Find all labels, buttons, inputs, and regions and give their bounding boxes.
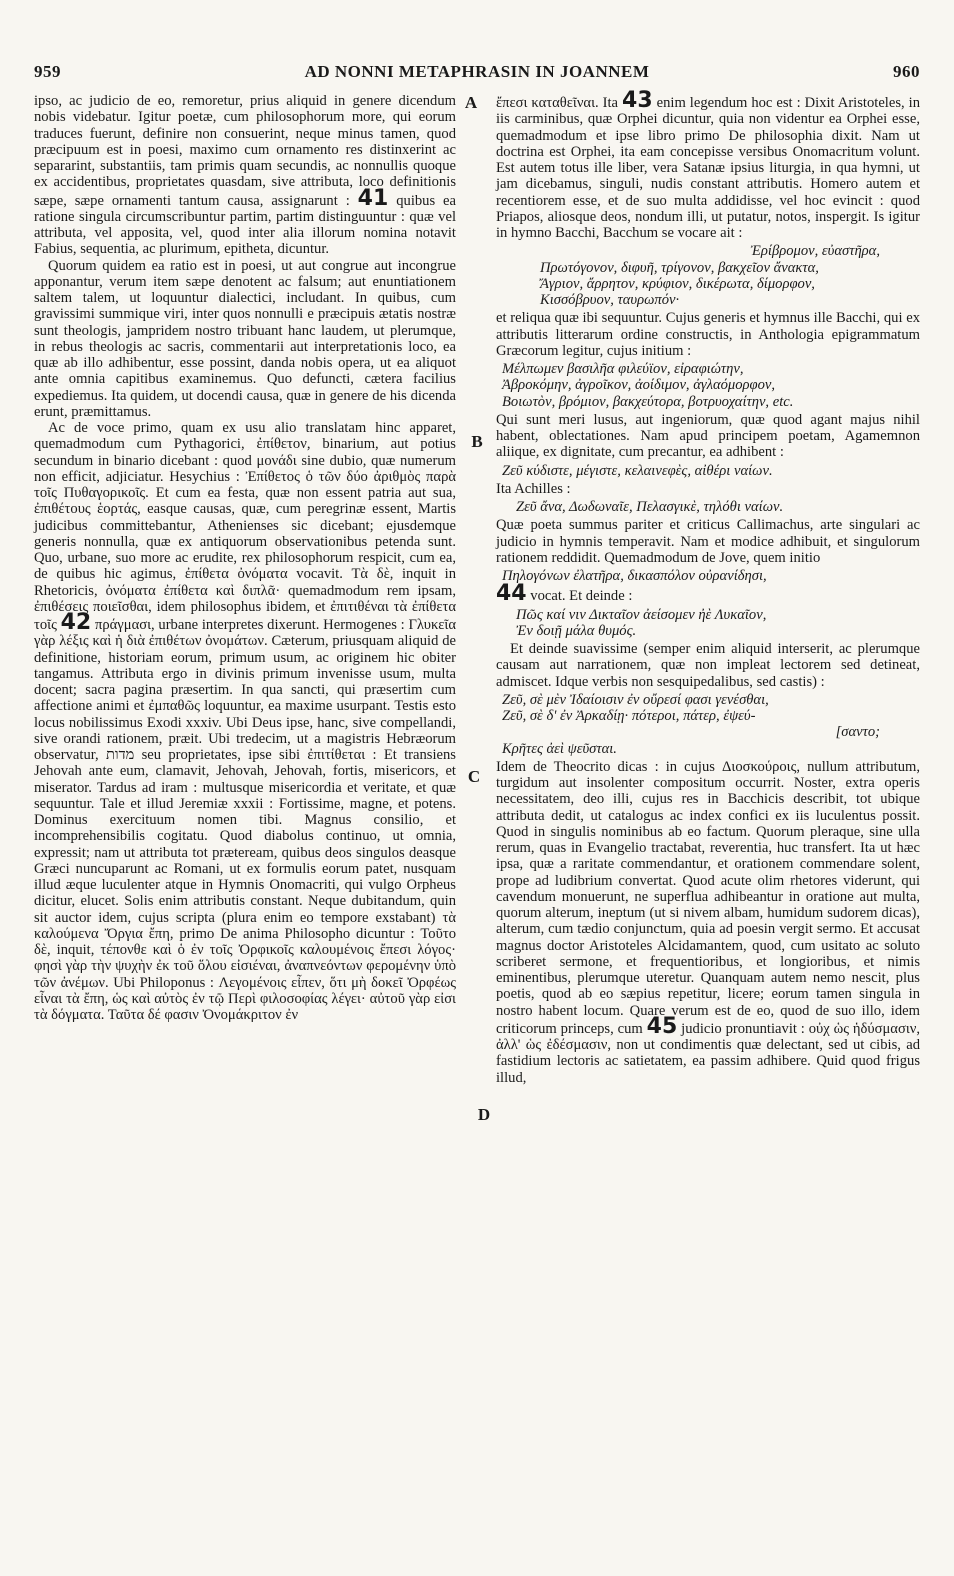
paragraph: Idem de Theocrito dicas : in cujus Διοσκούροις, nullum attributum, turgidum aut insolenter compositum occurrit. Noster, extra operis necessitatem, deo illi, cujus res in Bacchicis describit, tot ubique attributa dedit, ut catalogus ac index confici ex iis luculentus possit. Quod in singulis nominibus ab eo factum. Quorum pleraque, sine ulla rerum, quas in Evangelio tractabat, reverentia, huc transfert. Ita ut hæc ipsa, quæ a raritate commendantur, et orationem commendare solent, prope ad ludibrium convertat. Quod acute olim rhetores viderunt, qui cavendum monuerunt, ne superflua adhibeantur in oratione aut multa, quorum alterum, ineptum (ut si nivem albam, humidum sudorem dicas), alterum, cum tædio conjunctum, quia ad poesin vergit sermo. Et accusat magnus doctor Aristoteles Alcidamantem, quod, cum usitato ac soluto scriberet sermone, et frequentioribus, et longioribus, et nimis eminentibus, plerumque uteretur. Quanquam autem nemo nescit, plus poetis, quod ab eo sæpius repetitur, licere; eorum tamen singula in nostro habent locum. Quare verum est de eo, quod de suo illo, idem criticorum princeps, cum 45 judicio pronuntiavit : οὐχ ὡς ἡδύσμασιν, ἀλλ' ὡς ἐδέσμασιν, non ut condimentis quæ delectant, sed ut cibis, ad fastidium lectoris ac satietatem, ea passim adhibere. Quid quod frigus illud, [496,758,920,1086]
margin-letter-a: A [464,93,478,112]
verse-line: Ἐρίβρομον, εὐαστῆρα, [750,243,880,260]
verse-block [496,361,920,410]
section-marker: 43 [622,88,653,113]
verse-line: Ἐν δοιῇ μάλα θυμός. [516,622,637,639]
running-title: AD NONNI METAPHRASIN IN JOANNEM [304,62,650,81]
verse-line: Ἀβροκόμην, ἀγροῖκον, ἀοίδιμον, ἀγλαόμορφον, [502,377,776,394]
section-marker: 44 [496,581,527,607]
paragraph: Ac de voce primo, quam ex usu alio translatam hinc apparet, quemadmodum cum Pythagorici, ἐπίθετον, binarium, aut potius secundum in binario dicebant : quod μονάδι sine dubio, quæ numerum non efficit, adjiciatur. Hesychius : Ἐπίθετος ὁ τῶν δύο ἀριθμὸς παρὰ τοῖς Πυθαγορικοῖς. Et cum ea festa, quæ non essent patria aut sua, ἐπιθέτους ἑορτάς, easque causas, quæ, cum peregrinæ essent, Martis judicibus committebantur, Athenienses sic dicebant; ejusdemque generis nonnulla, quæ ex antiquorum observationibus petenda sunt. Quo, urbane, suo more ac erudite, rex philosophorum respicit, cum ea, de quibus hic agimus, ἐπίθετα ὀνόματα vocavit. Τὰ δὲ, inquit in Rhetoricis, ὀνόματα ἐπίθετα καὶ διπλᾶ· quemadmodum rem ipsam, ἐπιθέσεις ποιεῖσθαι, idem philosophus ibidem, et ἐπιτιθέναι τὰ ἐπίθετα τοῖς 42 πράγμασι, urbane interpretes dixerunt. Hermogenes : Γλυκεῖα γὰρ λέξις καὶ ἡ διὰ ἐπιθέτων ὀνομάτων. Cæterum, priusquam aliquid de definitione, historiam eorum, primum usum, ac originem hic obiter tangamus. Attributa ergo in divinis primum invenisse usum, multa docent; sacra pagina præsertim. In qua sancti, qui præsertim cum affectione animi et ἐμπαθῶς loquuntur, ea maxime usurpant. Testis esto locus nobilissimus Exodi xxxiv. Ubi Deus ipse, hanc, sive compellandi, sive orandi rationem, præit. Ubi tredecim, ut a magistris Hebræorum observatur, מדות seu proprietates, ipse sibi ἐπιτίθεται : Et transiens Jehovah ante eum, clamavit, Jehovah, Jehovah, fortis, misericors, et miserator. Tardus ad iram : multusque misericordia et veritate, et quæ sequuntur. Tale et illud Jeremiæ xxxii : Fortissime, magne, et potens. Dominus exercituum nomen tibi. Magnus consilio, et incomprehensibilis cogitatu. Quod diabolus continuo, ut omnia, expressit; nam ut attributa tot præteream, quibus deos singulos deasque Græci nuncuparunt ac Romani, ut ex formulis eorum patet, nusquam illud æque luculenter atque in Hymnis Onomacriti, qui vulgo Orpheus dicitur, elucet. Solis enim attributis constant. Neque dubitandum, quin sit auctor idem, cujus scripta (plura enim eo tempore exstabant) τὰ καλούμενα Ὄργια ἔπη, primo De anima Philosopho dicuntur : Τοῦτο δὲ, inquit, τέπονθε καὶ ὁ ἐν τοῖς Ὀρφικοῖς καλουμένοις ἔπεσι λόγος· φησὶ γὰρ τὴν ψυχὴν ἐκ τοῦ ὅλου εἰσιέναι, ἀναπνεόντων φερομένην ὑπὸ τῶν ἀνέμων. Ubi Philoponus : Λεγομένοις εἶπεν, ὅτι μὴ δοκεῖ Ὀρφέως εἶναι τὰ ἔπη, ὡς καὶ αὐτὸς ἐν τῷ Περὶ φιλοσοφίας λέγει· αὐτοῦ γὰρ εἰσι τὰ δόγματα. Ταῦτα δέ φασιν Ὀνομάκριτον ἐν [34,420,457,1023]
verse-line: Ζεῦ, σὲ μὲν Ἰδαίοισιν ἐν οὔρεσί φασι γενέσθαι, [502,691,769,708]
verse-block [496,499,920,515]
paragraph: Quorum quidem ea ratio est in poesi, ut aut congrue aut incongrue apponantur, verum item sæpe denotent ac falsum; aut enuntiationem saltem talem, ut loquuntur dialectici, includant. In quibus, cum gravissimi summique viri, inter quos nonnulli e præcipuis ætatis nostræ sunt theologis, jampridem nostro tribuant hanc laudem, ut plerumque, in rebus theologis ac sacris, commentarii aut interpretationis loco, ea quæ ab illo adhibentur, esse possint, danda nobis opera, ut ea aliquot ante omnia capitibus examinemus. Quo defuncti, cætera facilius expediemus. Ita quidem, ut docendi causa, quæ in genere de his dicenda erunt, præmittamus. [34,257,456,420]
section-marker: 42 [60,610,92,635]
section-marker: 41 [357,185,389,211]
verse-line: Βοιωτὸν, βρόμιον, βακχεύτορα, βοτρυοχαίτην, etc. [502,393,794,410]
verse-block [496,692,920,757]
running-header [34,62,920,88]
verse-block [496,607,920,640]
verse-line: Κρῆτες ἀεὶ ψεῦσται. [502,740,617,757]
left-column [34,93,456,1023]
verse-line: Μέλπωμεν βασιλῆα φιλεύϊον, εἰραφιώτην, [502,361,744,377]
paragraph: Et deinde suavissime (semper enim aliquid interserit, ac plerumque causam aut narrationem, quæ non impleat lectorem sed detineat, admiscet. Idque verbis non sesquipedalibus, sed castis) : [496,641,920,690]
paragraph: Qui sunt meri lusus, aut ingeniorum, quæ quod agant majus nihil habent, oblectationes. Nam apud principem poetam, Agamemnon aliique, ex dignitate, cum precantur, ea adhibent : [496,411,920,461]
verse-block [496,463,920,479]
paragraph: ipso, ac judicio de eo, remoretur, prius aliquid in genere dicendum nobis videbatur. Igitur poetæ, cum philosophorum more, qui eorum traduces fuerunt, definire non consuerint, neque minus tamen, quod præcipuum est in poesi, maximo cum ornamento res distinxerint ac separarint, substantiis, tam primis quam secundis, ac nonnullis quoque ex accidentibus, proprietates quasdam, sive attributa, loco definitionis sæpe, sæpe ornamenti tantum causa, assignarunt : 41 quibus ea ratione singula circumscribuntur partim, partim distinguuntur : quæ vel attributa, vel apposita, vel, quod inter alia illorum nomina notavit Fabius, sequentia, ac plurimum, epitheta, dicuntur. [34,93,457,258]
verse-line: Πηλογόνων ἐλατῆρα, δικασπόλον οὐρανίδησι, [502,568,767,584]
paragraph: 44 vocat. Et deinde : [496,581,633,607]
page-number-right: 960 [893,62,920,81]
verse-line: Πῶς καί νιν Δικταῖον ἀείσομεν ἠὲ Λυκαῖον, [516,606,767,623]
verse-line: Ἄγριον, ἄρρητον, κρύφιον, δικέρωτα, δίμορφον, [540,275,815,292]
verse-block [496,568,920,584]
right-column [496,88,920,1086]
verse-line: Ζεῦ ἄνα, Δωδωναῖε, Πελασγικὲ, τηλόθι ναίων. [516,499,784,515]
margin-letter-c: C [467,767,481,786]
verse-block [496,243,920,308]
paragraph: Quæ poeta summus pariter et criticus Callimachus, arte singulari ac judicio in hymnis temperavit. Nam et modice adhibuit, et singulorum rationem reddidit. Quemadmodum de Jove, quem initio [496,517,920,566]
verse-line: Πρωτόγονον, διφυῆ, τρίγονον, βακχεῖον ἄνακτα, [540,259,819,276]
paragraph: Ita Achilles : [496,480,571,497]
verse-line: Κισσόβρυον, ταυρωπόν· [540,292,680,308]
verse-line: Ζεῦ κύδιστε, μέγιστε, κελαινεφὲς, αἰθέρι ναίων. [502,462,773,479]
paragraph: et reliqua quæ ibi sequuntur. Cujus generis et hymnus ille Bacchi, qui ex attributis litterarum ordine constructis, in Anthologia epigrammatum Græcorum legitur, cujus initium : [496,310,920,359]
verse-line: Ζεῦ, σὲ δ' ἐν Ἀρκαδίῃ· πότεροι, πάτερ, ἐψεύ- [502,708,756,724]
page-number-left: 959 [34,62,61,81]
margin-letter-d: D [477,1105,491,1124]
paragraph: ἔπεσι καταθεῖναι. Ita 43 enim legendum hoc est : Dixit Aristoteles, in iis carminibus, quæ Orphei dicuntur, quia non videntur ea Orphei esse, quemadmodum et ipse libro primo De philosophia dixit. Nam ut doctrina est Orphei, ita eam concepisse versibus Onomacritum volunt. Est autem totus ille liber, vera Satanæ ipsius liturgia, in qua hymni, ut jam dicebamus, singuli, nudis constant attributis. Homero autem et recentiorem esse, et de suo multa addidisse, vel hoc evincit : quod Priapos, aliosque deos, nondum illi, ut putatur, notos, inspergit. Is igitur in hymno Bacchi, Bacchum se vocare ait : [496,88,920,241]
margin-letter-b: B [471,432,483,451]
section-marker: 45 [646,1013,678,1039]
verse-line: [σαντο; [835,724,880,741]
